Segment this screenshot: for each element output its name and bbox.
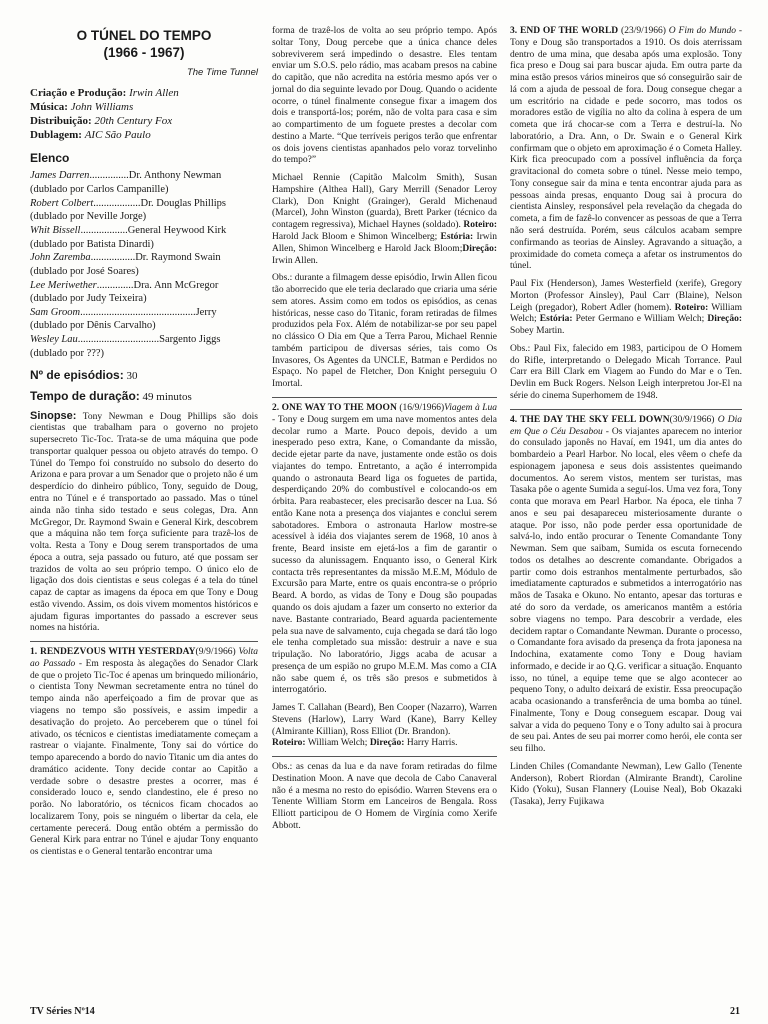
episode-3-text: 3. END OF THE WORLD (23/9/1966) O Fim do Mundo - Tony e Doug são transportados a 1910. Os dois aterrissam dentro de uma mina, que desaba após uma explosão. Tony fica preso e Doug sai para buscar ajuda. Em outra parte da mina estão presos vários mineiros que só conseguirão sair de lá com a ajuda de pessoal de fora. Doug consegue chegar a um escritório na cidade e pede socorro, mas todos os moradores estão de vigília no alto da colina à espera de um cometa que irá chocar-se com a Terra e destruí-la. No laboratório, a Dra. Ann, o Dr. Swain e o General Kirk confirmam que o objeto em aproximação é o Cometa Halley. Kirk fica preocupado com a possível influência da força gravitacional do cometa sobre o túnel. Nesse meio tempo, Tony consegue sair da mina e tenta encontrar ajuda para as pessoas ainda presas, enquanto Doug sai à procura do cientista Ainsley, responsável pela revelação da chegada do cometa, a fim de fazê-lo convencer as pessoas de que a Terra não será destruída. Porém, seus cálculos acabam sempre confirmando as teorias de Ainsley. Agravando a situação, a proximidade do cometa começa a afetar os instrumentos do túnel. [510,26,743,272]
divider [510,409,742,410]
duration: Tempo de duração: 49 minutos [30,389,192,404]
cast-entry: Whit Bissell..................General Heywood Kirk (dublado por Batista Dinardi) [30,224,227,250]
cast-entry: Sam Groom............................................Jerry (dublado por Dênis Carvalho) [30,306,217,332]
cast-list [30,169,258,360]
credit-line: Criação e Produção: Irwin Allen [30,87,179,100]
episode-2-text: 2. ONE WAY TO THE MOON (16/9/1966)Viagem à Lua - Tony e Doug surgem em uma nave momentos antes dela decolar rumo a Marte. Pouco depois, devido a um inesperado peso extra, Kane, o Comandante da missão, decide ejetar parte da nave, justamente onde estão os dois viajantes do tempo. Entretanto, a ação é interrompida quando o astronauta Beard liga os foguetes de partida, desperdiçando 20% do combustível e colocando-os em órbita. Para reabastecer, eles precisarão descer na Lua. Só então Kane nota a presença dos viajantes e conclui serem sabotadores. Embora o astronauta Harlow mostre-se acessível à idéia dos viajantes serem de 1968, 10 anos à frente, Beard insiste em ejetá-los a fim de garantir o sucesso da alunissagem. Enquanto isso, o General Kirk contacta três representantes da missão M.E.M, Módulo de Excursão para Marte, entre os quais encontra-se o próprio Beard. A bordo, as vidas de Tony e Doug são poupadas quando os dois ajudam a fazer um conserto no exterior da nave. Bastante contrariado, Beard aguarda pacientemente pela sua nave de salvamento, cuja chegada se dará tão logo ele tenha completado sua missão: destruir a nave e sua tripulação. No laboratório, Jiggs acaba de acusar a presença de um espião no grupo M.E.M. Mas como a CIA não sabe quem é, os três são presos e submetidos à interrogatório. [272,402,497,696]
episode-1-continued: forma de trazê-los de volta ao seu próprio tempo. Após soltar Tony, Doug percebe que a única chance deles sobreviverem será impedindo o desastre. Eles tentam enviar um S.O.S. pelo rádio, mas acabam presos na cabine do capitão, que não acredita na estória mesmo após ver o jornal do dia seguinte levado por Doug. Quando o acidente ocorre, o túnel finalmente consegue fixar a imagem dos dois e transportá-los; porém, não de volta para casa e sim ao compartimento de um foguete prestes a decolar com destino a Marte. “Que terríveis perigos terão que enfrentar os dois jovens cientistas apanhados pelo voraz torvelinho do tempo?” [272,26,497,166]
divider [30,641,258,642]
footer-magazine: TV Séries Nº14 [30,1005,95,1017]
episode-2-notes: Obs.: as cenas da lua e da nave foram retiradas do filme Destination Moon. A nave que decola de Cabo Canaveral não é a mesma no resto do episódio. Warren Stevens era o Tenente William Storm em Lanceiros de Bengala. Ross Elliott participou de O Homem de Virgínia como Xerife Abbott. [272,762,497,831]
episode-1-notes: Obs.: durante a filmagem desse episódio, Irwin Allen ficou tão aborrecido que ele teria declarado que criaria uma série sem atores. Assim como em todos os episódios, as cenas históricas, nesse caso do Titanic, foram retiradas de filmes produzidos pela Fox. Além de notabilizar-se por seu papel no clássico O Dia em Que a Terra Parou, Michael Rennie também participou de diversas séries, tais como Os Invasores, Os Agentes da UNCLE, Batman e Perdidos no Espaço. No papel de Fletcher, Don Knight perseguiu O Imortal. [272,273,497,390]
page-number: 21 [730,1005,740,1017]
synopsis: Sinopse: Tony Newman e Doug Phillips são dois cientistas que trabalham para o governo no projeto supersecreto Tic-Toc. Trata-se de uma máquina que pode transportar qualquer pessoa ou objeto através do tempo. O Túnel do Tempo foi construído no subsolo do deserto do Arizona e para provar a um Senador que o projeto não é um desperdício do dinheiro público, Tony, seguido de Doug, entra no Túnel e é transportado ao passado. Mas o túnel ainda não tinha sido testado e seus colegas, Dra. Ann McGregor, Dr. Raymond Swain e General Kirk, descobrem que a máquina não tem força suficiente para trazê-los de volta. Resta a Tony e Doug serem transportados de uma época a outra, seja passado ou futuro, até que possam ser trazidos de volta ao seu próprio tempo. O único elo de ligação dos dois cientistas e seus colegas é a tela do túnel capaz de captar as imagens da época em que Tony e Doug estão vivendo. Assim, os dois vivem momentos históricos e ajudam figuras importantes do passado a escrever seus nomes na história. [30,409,258,634]
episode-1-credits: Michael Rennie (Capitão Malcolm Smith), Susan Hampshire (Althea Hall), Gary Merrill (Senador Leroy Clark), Don Knight (Grainger), Gerald Michenaud (Marcel), John Winston (guarda), Brett Parker (técnico da contagem regressiva), Michael Haynes (soldado). Roteiro: Harold Jack Bloom e Shimon Wincelberg; Estória: Irwin Allen, Shimon Wincelberg e Harold Jack Bloom;Direção: Irwin Allen. [272,173,498,266]
column-middle [272,26,497,839]
episode-4-credits: Linden Chiles (Comandante Newman), Lew Gallo (Tenente Anderson), Robert Riordan (Almirante Brandt), Caroline Kido (Yoku), Susan Flannery (Louise Neal), Bob Okazaki (Tasaka), Jerry Fujikawa [510,761,742,808]
episode-3-notes: Obs.: Paul Fix, falecido em 1983, participou de O Homem do Rifle, interpretando o Delegado Micah Torrance. Paul Carr era Bill Clark em Viagem ao Fundo do Mar e o Ten. Devlin em Buck Rogers. Nelson Leigh interpretou Jor-El na série do cinema Superhomem de 1948. [510,343,742,401]
credit-line: Dublagem: AIC São Paulo [30,129,151,142]
cast-heading: Elenco [30,150,70,165]
episodes-count: Nº de episódios: 30 [30,368,138,383]
credits-block [30,86,258,142]
cast-entry: Wesley Lau...............................Sargento Jiggs (dublado por ???) [30,334,221,359]
divider [272,397,497,398]
page-title: O TÚNEL DO TEMPO [76,28,212,43]
original-title: The Time Tunnel [186,67,258,79]
years-subtitle: (1966 - 1967) [103,44,185,60]
cast-entry: John Zaremba.................Dr. Raymond Swain (dublado por José Soares) [30,252,221,277]
cast-entry: James Darren...............Dr. Anthony Newman (dublado por Carlos Campanille) [30,170,222,196]
episode-4-text: 4. THE DAY THE SKY FELL DOWN(30/9/1966) O Dia em Que o Céu Desabou - Os viajantes aparecem no interior do consulado japonês no Havaí, em 1941, um dia antes do bombardeio a Pearl Harbor. No local, eles vêem o chefe da espionagem japonesa e seus dois assistentes queimando documentos. Ao serem vistos, mentem ser turistas, mas Tasaka pôe o agente Sumida a seguí-los. Uma vez fora, Tony conta que morava em Pearl Harbor. Na época, ele tinha 7 anos e seu pai desapareceu misteriosamente durante o ataque. Por isso, não pode perder essa oportunidade de salvá-lo, indo então procurar o Tenente Comandante Tony Newman. Sem que saibam, Sumida os escuta fornecendo todos os detalhes ao descrente comandante. Obrigados a partir como dois estranhos mentalmente perturbados, são imediatamente capturados e submetidos a interrogatório nas mãos de Tasaka e Okuno. No entanto, apesar das torturas e até do soro da verdade, os americanos mantêm a estória sobre viagens no tempo. Para descobrir a verdade, eles decidem raptar o Comandante Newman. Durante o processo, o Comandante fora avisado da presença da frota japonesa na Indochina, exatamente como Tony e Doug haviam informado, e decide ir ao Q.G. verificar a situação. Enquanto isso, no túnel, a equipe teme que se algo acontecer ao pequeno Tony, o adulto deixará de existir. Essa preocupação acaba ocasionando a transferência de uma bomba ao túnel. Finalmente, Tony e Doug conseguem escapar. Doug vai salvar a vida do pequeno Tony e o Tony adulto sai à procura de seu pai. Antes de seu pai morrer como herói, ele conta ser seu filho. [510,414,743,755]
episode-3-credits: Paul Fix (Henderson), James Westerfield (xerife), Gregory Morton (Professor Ainsley), Paul Carr (Blaine), Nelson Leigh (pregador), Robert Adler (homem). Roteiro: William Welch; Estória: Peter Germano e William Welch; Direção: Sobey Martin. [510,279,743,337]
cast-entry: Lee Meriwether..............Dra. Ann McGregor (dublado por Judy Teixeira) [30,279,219,305]
credit-line: Distribuição: 20th Century Fox [30,115,173,128]
column-left [30,26,258,865]
credit-line: Música: John Williams [30,101,134,114]
divider [272,756,497,757]
episode-2-credits: James T. Callahan (Beard), Ben Cooper (Nazarro), Warren Stevens (Harlow), Larry Ward (Kane), Barry Kelley (Almirante Killian), Ross Elliot (Dr. Brandon). Roteiro: William Welch; Direção: Harry Harris. [272,703,497,749]
episode-1-text: 1. RENDEZVOUS WITH YESTERDAY(9/9/1966) Volta ao Passado - Em resposta às alegações do Senador Clark de que o projeto Tic-Toc é apenas um brinquedo milionário, o cientista Tony Newman secretamente entra no túnel do tempo ainda não aperfeiçoado a fim de provar que as viagens no tempo são possíveis, e assim impedir a desativação do projeto. Ao perceberem que o túnel foi ativado, os técnicos e cientistas imediatamente começam a rastrear o viajante. Finalmente, Tony sai do vórtice do tempo aparecendo a bordo do navio Titanic um dia antes do dramático acidente. Tony decide contar ao Capitão a verdade sobre o desastre prestes a ocorrer, mas é considerado louco e, sendo clandestino, ele é preso no porão. No laboratório, os técnicos ficam chocados ao localizarem Tony, pois se ninguém o libertar da cela, ele certamente perecerá. Doug então obtém a permissão do General Kirk para entrar no Túnel e ajudar Tony enquanto os cientistas e o General tentarão encontrar uma [30,647,258,858]
column-right [510,26,742,815]
cast-entry: Robert Colbert..................Dr. Douglas Phillips (dublado por Neville Jorge) [30,197,227,223]
